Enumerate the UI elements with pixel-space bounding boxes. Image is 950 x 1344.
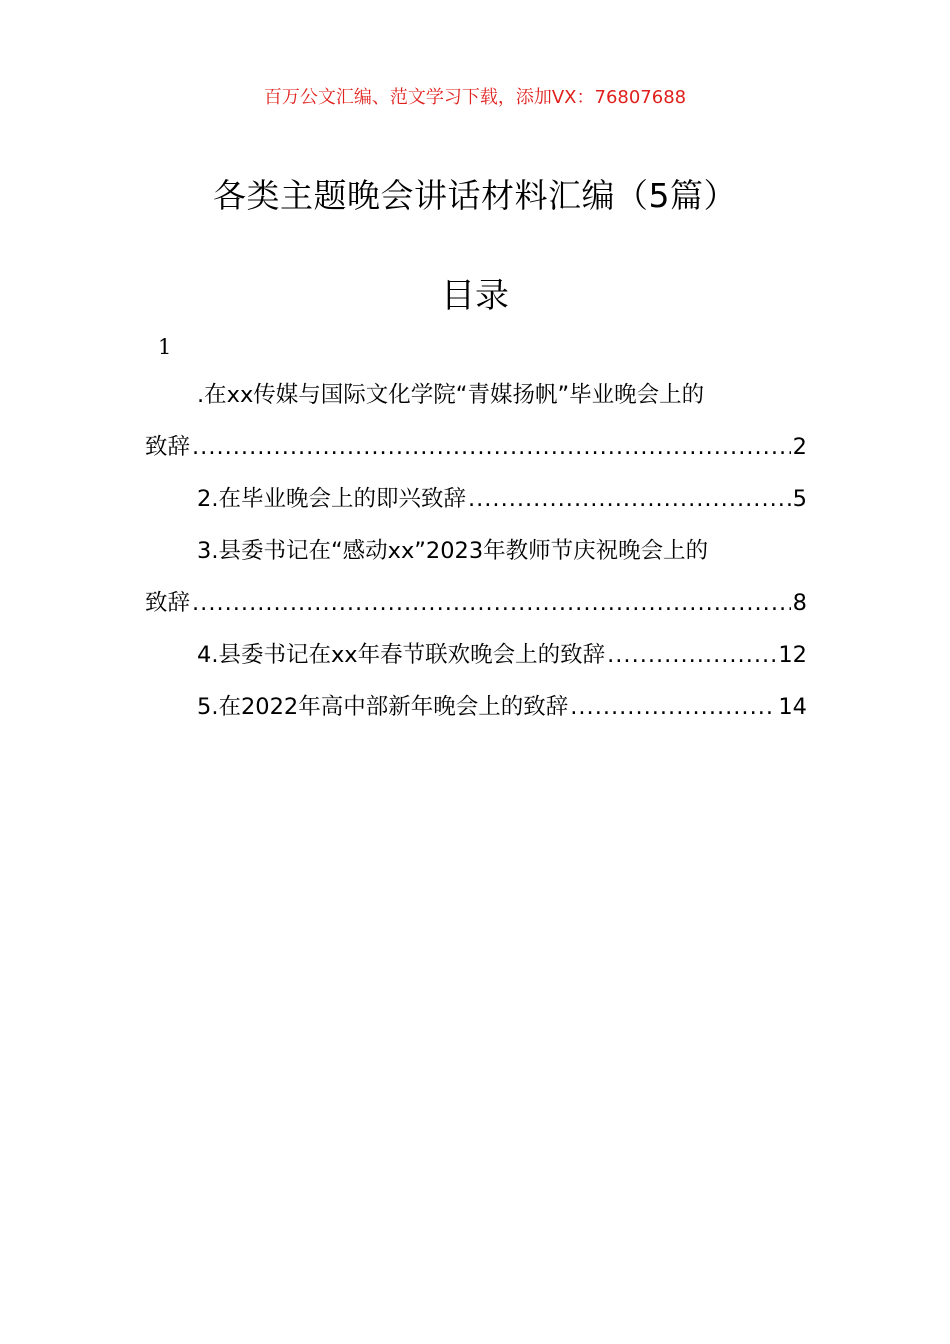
toc-leader-dots bbox=[468, 473, 791, 525]
toc-leader-dots bbox=[192, 577, 791, 629]
toc-leader-dots bbox=[570, 681, 776, 733]
toc-entry-1-title-cont: 致辞 bbox=[145, 434, 191, 460]
toc-entry-3-page: 8 bbox=[792, 590, 807, 616]
toc-entry-5-page: 14 bbox=[778, 694, 807, 720]
toc-entry-4-page: 12 bbox=[778, 642, 807, 668]
page-marker: 1 bbox=[158, 335, 172, 359]
header-banner: 百万公文汇编、范文学习下载，添加VX：76807688 bbox=[263, 87, 687, 108]
table-of-contents bbox=[145, 369, 807, 733]
toc-entry-3-continuation bbox=[145, 577, 807, 629]
toc-entry-3-title-cont: 致辞 bbox=[145, 590, 191, 616]
toc-entry-5[interactable] bbox=[145, 681, 807, 733]
toc-leader-dots bbox=[607, 629, 776, 681]
toc-leader-dots bbox=[192, 421, 791, 473]
toc-entry-1[interactable] bbox=[145, 369, 807, 473]
toc-entry-4[interactable] bbox=[145, 629, 807, 681]
toc-entry-3[interactable] bbox=[145, 525, 807, 629]
toc-entry-1-title: .在xx传媒与国际文化学院“青媒扬帆”毕业晚会上的 bbox=[197, 382, 705, 408]
document-title: 各类主题晚会讲话材料汇编（5篇） bbox=[213, 176, 737, 215]
toc-entry-2-page: 5 bbox=[792, 486, 807, 512]
toc-entry-4-title: 4.县委书记在xx年春节联欢晚会上的致辞 bbox=[197, 642, 606, 668]
toc-entry-3-title: 3.县委书记在“感动xx”2023年教师节庆祝晚会上的 bbox=[197, 538, 709, 564]
toc-entry-2-title: 2.在毕业晚会上的即兴致辞 bbox=[197, 486, 466, 512]
toc-entry-2[interactable] bbox=[145, 473, 807, 525]
toc-heading: 目录 bbox=[441, 276, 509, 316]
toc-entry-1-page: 2 bbox=[792, 434, 807, 460]
toc-entry-5-title: 5.在2022年高中部新年晚会上的致辞 bbox=[197, 694, 569, 720]
toc-entry-1-continuation bbox=[145, 421, 807, 473]
